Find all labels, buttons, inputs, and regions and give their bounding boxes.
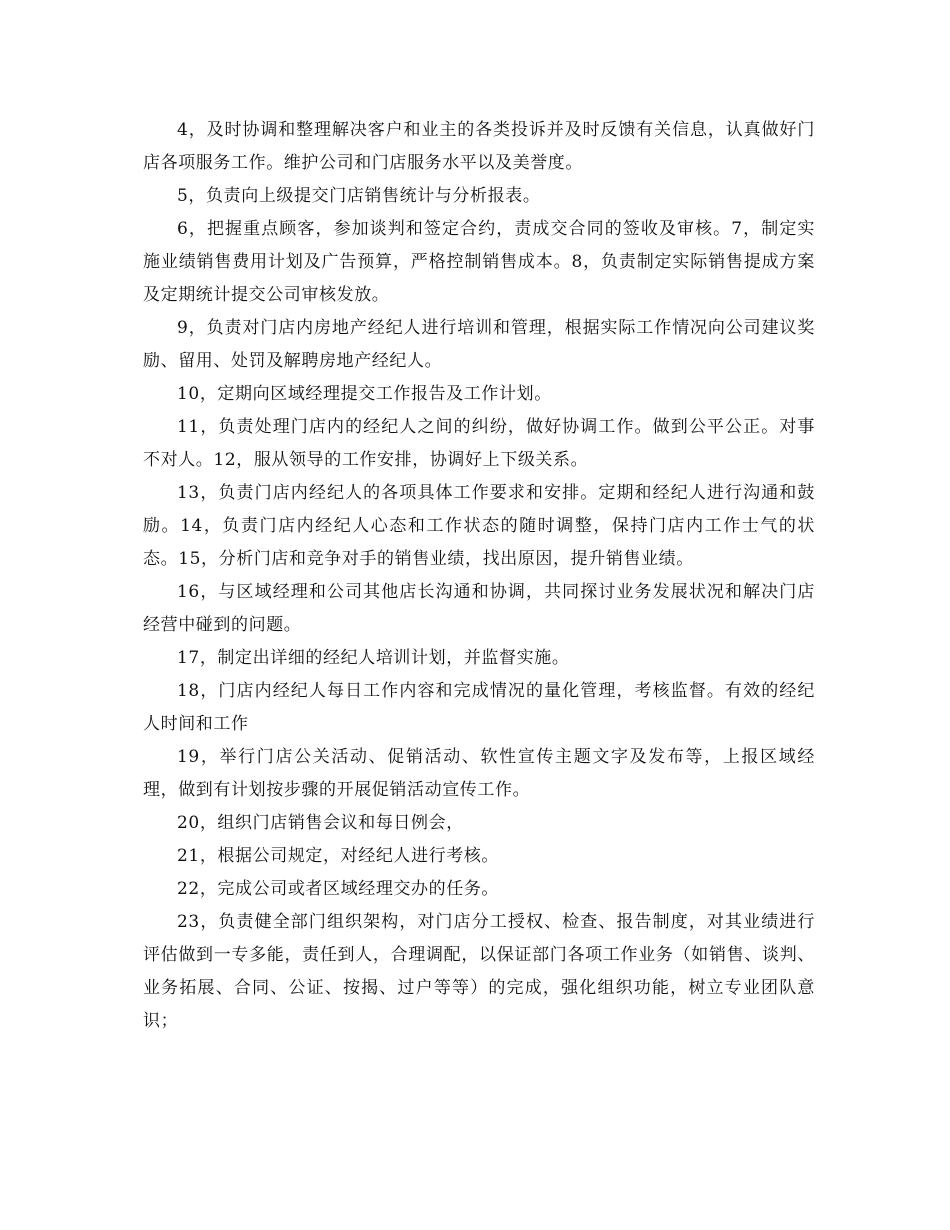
paragraph-item-22: 22，完成公司或者区域经理交办的任务。 — [177, 879, 500, 899]
paragraph-item-11: 11，负责处理门店内的经纪人之间的纠纷，做好协调工作。做到公平公正。对事不对人。12，服从领导的工作安排，协调好上下级关系。 — [143, 417, 815, 470]
paragraph-item-9: 9，负责对门店内房地产经纪人进行培训和管理，根据实际工作情况向公司建议奖励、留用、处罚及解聘房地产经纪人。 — [143, 318, 815, 371]
paragraph-item-5: 5，负责向上级提交门店销售统计与分析报表。 — [177, 186, 541, 206]
paragraph-item-13: 13，负责门店内经纪人的各项具体工作要求和安排。定期和经纪人进行沟通和鼓励。14，负责门店内经纪人心态和工作状态的随时调整，保持门店内工作士气的状态。15，分析门店和竞争对手的销售业绩，找出原因，提升销售业绩。 — [143, 483, 815, 569]
paragraph-item-20: 20，组织门店销售会议和每日例会， — [177, 813, 464, 833]
paragraph-item-19: 19，举行门店公关活动、促销活动、软性宣传主题文字及发布等，上报区域经理，做到有计划按步骤的开展促销活动宣传工作。 — [143, 747, 815, 800]
paragraph-item-4: 4，及时协调和整理解决客户和业主的各类投诉并及时反馈有关信息，认真做好门店各项服务工作。维护公司和门店服务水平以及美誉度。 — [143, 120, 815, 173]
paragraph-item-17: 17，制定出详细的经纪人培训计划，并监督实施。 — [177, 648, 570, 668]
paragraph-item-21: 21，根据公司规定，对经纪人进行考核。 — [177, 846, 500, 866]
paragraph-item-10: 10，定期向区域经理提交工作报告及工作计划。 — [177, 384, 552, 404]
paragraph-item-16: 16，与区域经理和公司其他店长沟通和协调，共同探讨业务发展状况和解决门店经营中碰到的问题。 — [143, 582, 815, 635]
paragraph-item-23: 23，负责健全部门组织架构，对门店分工授权、检查、报告制度，对其业绩进行评估做到一专多能，责任到人，合理调配，以保证部门各项工作业务（如销售、谈判、业务拓展、合同、公证、按揭、过户等等）的完成，强化组织功能，树立专业团队意识； — [143, 912, 815, 1031]
paragraph-item-6: 6，把握重点顾客，参加谈判和签定合约，责成交合同的签收及审核。7，制定实施业绩销售费用计划及广告预算，严格控制销售成本。8，负责制定实际销售提成方案及定期统计提交公司审核发放。 — [143, 219, 815, 305]
paragraph-item-18: 18，门店内经纪人每日工作内容和完成情况的量化管理，考核监督。有效的经纪人时间和工作 — [143, 681, 815, 734]
document-body — [143, 114, 815, 1038]
